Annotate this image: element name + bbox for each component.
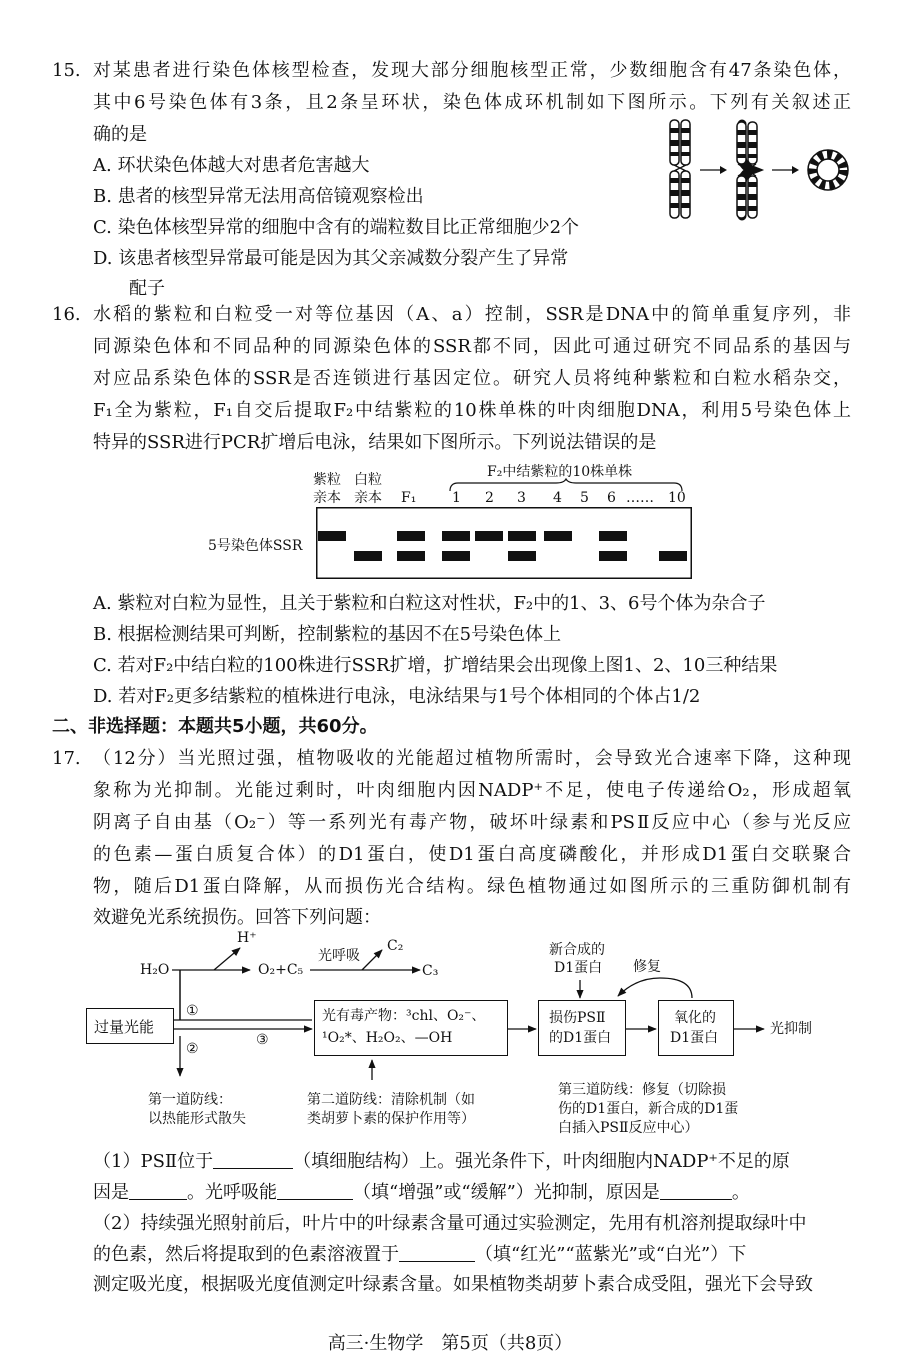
q16-stem-line-1: 水稻的紫粒和白粒受一对等位基因（A、a）控制，SSR是DNA中的简单重复序列，非: [93, 304, 851, 325]
gel-electrophoresis-box: [316, 507, 692, 579]
h2o-label: H₂O: [140, 962, 170, 978]
q16-stem-line-3: 对应品系染色体的SSR是否连锁进行基因定位。研究人员将纯种紫粒和白粒水稻杂交，: [93, 368, 851, 389]
gel-lane-1: 1: [452, 490, 461, 506]
defense-2-line-1: 第二道防线：清除机制（如: [307, 1092, 475, 1108]
answer-blank[interactable]: [129, 1182, 187, 1200]
photorespiration-label: 光呼吸: [318, 948, 360, 964]
gel-group-label: F₂中结紫粒的10株单株: [487, 464, 633, 480]
arrow-icon: [772, 166, 799, 174]
q16-number: 16.: [52, 304, 81, 325]
q15-stem-line-2: 其中6号染色体有3条，且2条呈环状，染色体成环机制如下图所示。下列有关叙述正: [93, 92, 851, 113]
gel-f1-label: F₁: [401, 490, 417, 506]
gel-band: [442, 531, 470, 541]
arrow-icon: [700, 166, 727, 174]
ring-chromosome-icon: [808, 150, 848, 190]
q16-option-a: A. 紫粒对白粒为显性，且关于紫粒和白粒这对性状，F₂中的1、3、6号个体为杂合子: [93, 593, 766, 614]
defense-3-line-2: 伤的D1蛋白，新合成的D1蛋: [558, 1101, 739, 1117]
defense-1-line-1: 第一道防线：: [148, 1092, 232, 1108]
toxic-products-line-2: ¹O₂*、H₂O₂、—OH: [322, 1030, 453, 1046]
toxic-products-line-1: 光有毒产物：³chl、O₂⁻、: [322, 1008, 486, 1024]
gel-row-label: 5号染色体SSR: [208, 538, 303, 554]
gel-band: [544, 531, 572, 541]
q16-stem-line-4: F₁全为紫粒，F₁自交后提取F₂中结紫粒的10株单株的叶肉细胞DNA，利用5号染色体上: [93, 400, 851, 421]
new-d1-line-2: D1蛋白: [554, 960, 603, 976]
q17-sub1-line-2: [93, 1181, 851, 1205]
q17-stem-line-3: 阴离子自由基（O₂⁻）等一系列光有毒产物，破坏叶绿素和PSⅡ反应中心（参与光反应: [93, 812, 851, 833]
q17-number: 17.: [52, 748, 81, 769]
repair-label: 修复: [633, 959, 661, 975]
q17-stem-line-4: 的色素—蛋白质复合体）的D1蛋白，使D1蛋白高度磷酸化，并形成D1蛋白交联聚合: [93, 844, 851, 865]
c3-label: C₃: [422, 963, 439, 979]
q17-sub2-part-b: 的色素，然后将提取到的色素溶液置于: [93, 1244, 399, 1265]
linear-chromosome-icon: [670, 120, 690, 218]
gel-lane-10: 10: [668, 490, 686, 506]
oxidized-d1-line-1: 氧化的: [674, 1010, 716, 1026]
gel-col2-top: 白粒: [354, 472, 382, 488]
path-1-marker: ①: [186, 1003, 199, 1019]
gel-band: [599, 531, 627, 541]
chromosome-ring-diagram: [660, 118, 860, 222]
q17-sub1-part-d: 。光呼吸能: [187, 1182, 277, 1203]
gel-band: [508, 531, 536, 541]
gel-lane-6: 6: [607, 490, 616, 506]
gel-band: [475, 531, 503, 541]
q17-stem-line-2: 象称为光抑制。光能过剩时，叶肉细胞内因NADP⁺不足，使电子传递给O₂，形成超氧: [93, 780, 851, 801]
q17-sub1-part-a: （1）PSⅡ位于: [93, 1151, 214, 1172]
photoinhibition-label: 光抑制: [770, 1021, 812, 1037]
answer-blank[interactable]: [660, 1182, 732, 1200]
q17-stem-line-1: （12分）当光照过强，植物吸收的光能超过植物所需时，会导致光合速率下降，这种现: [93, 748, 851, 769]
gel-band: [659, 551, 687, 561]
q17-stem-line-6: 效避免光系统损伤。回答下列问题：: [93, 907, 381, 928]
section-heading: 二、非选择题：本题共5小题，共60分。: [52, 716, 378, 737]
gel-band: [318, 531, 346, 541]
q15-option-d: D. 该患者核型异常最可能是因为其父亲减数分裂产生了异常: [93, 248, 569, 269]
new-d1-line-1: 新合成的: [549, 942, 605, 958]
path-2-marker: ②: [186, 1041, 199, 1057]
gel-col1-bottom: 亲本: [313, 490, 341, 506]
q17-sub1-part-f: 。: [731, 1182, 750, 1203]
q17-sub1-line-1: [93, 1150, 851, 1174]
gel-col2-bottom: 亲本: [354, 490, 382, 506]
gel-band: [397, 551, 425, 561]
o2c5-label: O₂+C₅: [258, 962, 304, 978]
q15-number: 15.: [52, 60, 81, 81]
q16-stem-line-5: 特异的SSR进行PCR扩增后电泳，结果如下图所示。下列说法错误的是: [93, 432, 657, 453]
path-3-marker: ③: [256, 1032, 269, 1048]
gel-band: [508, 551, 536, 561]
gel-col1-top: 紫粒: [313, 472, 341, 488]
hplus-label: H⁺: [237, 930, 257, 946]
q15-stem-line-1: 对某患者进行染色体核型检查，发现大部分细胞核型正常，少数细胞含有47条染色体，: [93, 60, 851, 81]
excess-light-label: 过量光能: [94, 1018, 155, 1036]
q15-option-c: C. 染色体核型异常的细胞中含有的端粒数目比正常细胞少2个: [93, 217, 580, 238]
gel-band: [354, 551, 382, 561]
q17-sub2-line-3: 测定吸光度，根据吸光度值测定叶绿素含量。如果植物类胡萝卜素合成受阻，强光下会导致: [93, 1274, 813, 1295]
gel-lane-4: 4: [553, 490, 562, 506]
q17-sub1-part-b: （填细胞结构）上。强光条件下，叶肉细胞内NADP⁺不足的原: [293, 1151, 790, 1172]
gel-band: [397, 531, 425, 541]
q16-stem-line-2: 同源染色体和不同品种的同源染色体的SSR都不同，因此可通过研究不同品系的基因与: [93, 336, 851, 357]
q15-option-d-cont: 配子: [129, 278, 165, 299]
q15-stem-line-3: 确的是: [93, 124, 147, 145]
gel-lane-ellipsis: ……: [626, 490, 654, 506]
q17-sub2-line-2: [93, 1243, 851, 1267]
q17-sub2-line-1: （2）持续强光照射前后，叶片中的叶绿素含量可通过实验测定，先用有机溶剂提取绿叶中: [93, 1213, 807, 1234]
answer-blank[interactable]: [277, 1182, 353, 1200]
q16-option-d: D. 若对F₂更多结紫粒的植株进行电泳，电泳结果与1号个体相同的个体占1/2: [93, 686, 701, 707]
q15-option-b: B. 患者的核型异常无法用高倍镜观察检出: [93, 186, 424, 207]
damaged-psii-line-1: 损伤PSⅡ: [549, 1010, 606, 1026]
defense-3-line-3: 白插入PSⅡ反应中心）: [558, 1120, 699, 1136]
defense-2-line-2: 类胡萝卜素的保护作用等）: [307, 1111, 475, 1127]
q17-sub1-part-e: （填“增强”或“缓解”）光抑制，原因是: [353, 1182, 660, 1203]
q15-option-a: A. 环状染色体越大对患者危害越大: [93, 155, 370, 176]
oxidized-d1-line-2: D1蛋白: [670, 1030, 719, 1046]
c2-label: C₂: [387, 938, 404, 954]
defense-1-line-2: 以热能形式散失: [148, 1111, 246, 1127]
gel-band: [442, 551, 470, 561]
answer-blank[interactable]: [213, 1151, 293, 1169]
damaged-psii-line-2: 的D1蛋白: [549, 1030, 612, 1046]
q17-sub1-part-c: 因是: [93, 1182, 129, 1203]
page-footer: 高三·生物学 第5页（共8页）: [327, 1333, 573, 1354]
q16-option-c: C. 若对F₂中结白粒的100株进行SSR扩增，扩增结果会出现像上图1、2、10三种结果: [93, 655, 778, 676]
answer-blank[interactable]: [399, 1244, 475, 1262]
gel-lane-5: 5: [580, 490, 589, 506]
q16-option-b: B. 根据检测结果可判断，控制紫粒的基因不在5号染色体上: [93, 624, 562, 645]
gel-band: [599, 551, 627, 561]
q17-sub2-part-c: （填“红光”“蓝紫光”或“白光”）下: [475, 1244, 747, 1265]
q17-stem-line-5: 物，随后D1蛋白降解，从而损伤光合结构。绿色植物通过如图所示的三重防御机制有: [93, 876, 851, 897]
gel-lane-3: 3: [517, 490, 526, 506]
gel-lane-2: 2: [485, 490, 494, 506]
bent-chromosome-icon: [737, 122, 757, 218]
defense-3-line-1: 第三道防线：修复（切除损: [558, 1082, 726, 1098]
